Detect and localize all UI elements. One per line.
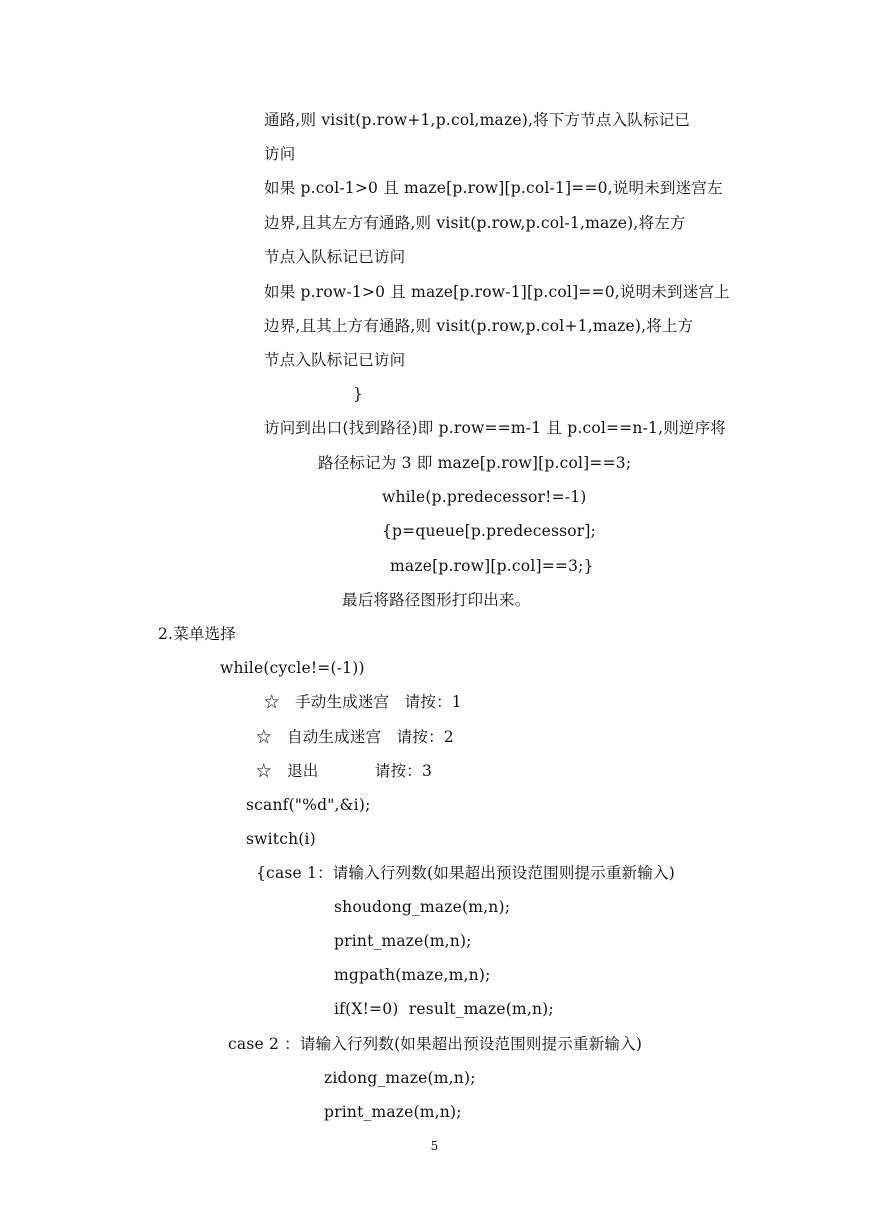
text-line: 节点入队标记已访问 — [264, 248, 406, 266]
code-line: {p=queue[p.predecessor]; — [382, 522, 597, 540]
code-line: shoudong_maze(m,n); — [334, 898, 511, 916]
text-line: 访问到出口(找到路径)即 p.row==m-1 且 p.col==n-1,则逆序将 — [264, 419, 727, 437]
code-line: if(X!=0) result_maze(m,n); — [334, 1000, 554, 1018]
code-line: maze[p.row][p.col]==3;} — [390, 557, 594, 575]
code-line: while(cycle!=(-1)) — [220, 659, 365, 677]
menu-option-line: ☆ 退出 请按：3 — [256, 762, 433, 780]
text-line: 如果 p.col-1>0 且 maze[p.row][p.col-1]==0,说明未到迷宫左 — [264, 179, 723, 197]
menu-option-line: ☆ 自动生成迷宫 请按：2 — [256, 728, 454, 746]
text-line: 访问 — [264, 145, 296, 163]
text-line: 如果 p.row-1>0 且 maze[p.row-1][p.col]==0,说明未到迷宫上 — [264, 283, 730, 301]
text-line: 边界,且其上方有通路,则 visit(p.row,p.col+1,maze),将上方 — [264, 317, 694, 335]
code-line: {case 1：请输入行列数(如果超出预设范围则提示重新输入) — [256, 864, 675, 882]
text-line: 边界,且其左方有通路,则 visit(p.row,p.col-1,maze),将左方 — [264, 214, 686, 232]
code-line: print_maze(m,n); — [334, 932, 472, 950]
code-line: zidong_maze(m,n); — [324, 1069, 476, 1087]
text-line: 路径标记为 3 即 maze[p.row][p.col]==3; — [318, 454, 632, 472]
code-line: switch(i) — [246, 830, 316, 848]
section-heading: 2.菜单选择 — [158, 625, 236, 643]
code-line: print_maze(m,n); — [324, 1103, 462, 1121]
code-line: scanf("%d",&i); — [246, 796, 371, 814]
text-line: 最后将路径图形打印出来。 — [342, 591, 531, 609]
menu-option-line: ☆ 手动生成迷宫 请按：1 — [264, 693, 462, 711]
code-line: while(p.predecessor!=-1) — [382, 488, 587, 506]
code-line: case 2 ：请输入行列数(如果超出预设范围则提示重新输入) — [228, 1035, 643, 1053]
code-line: mgpath(maze,m,n); — [334, 966, 491, 984]
text-line: 通路,则 visit(p.row+1,p.col,maze),将下方节点入队标记已 — [264, 111, 691, 129]
text-line: 节点入队标记已访问 — [264, 351, 406, 369]
page-number: 5 — [430, 1139, 439, 1153]
closing-brace: } — [353, 385, 364, 403]
